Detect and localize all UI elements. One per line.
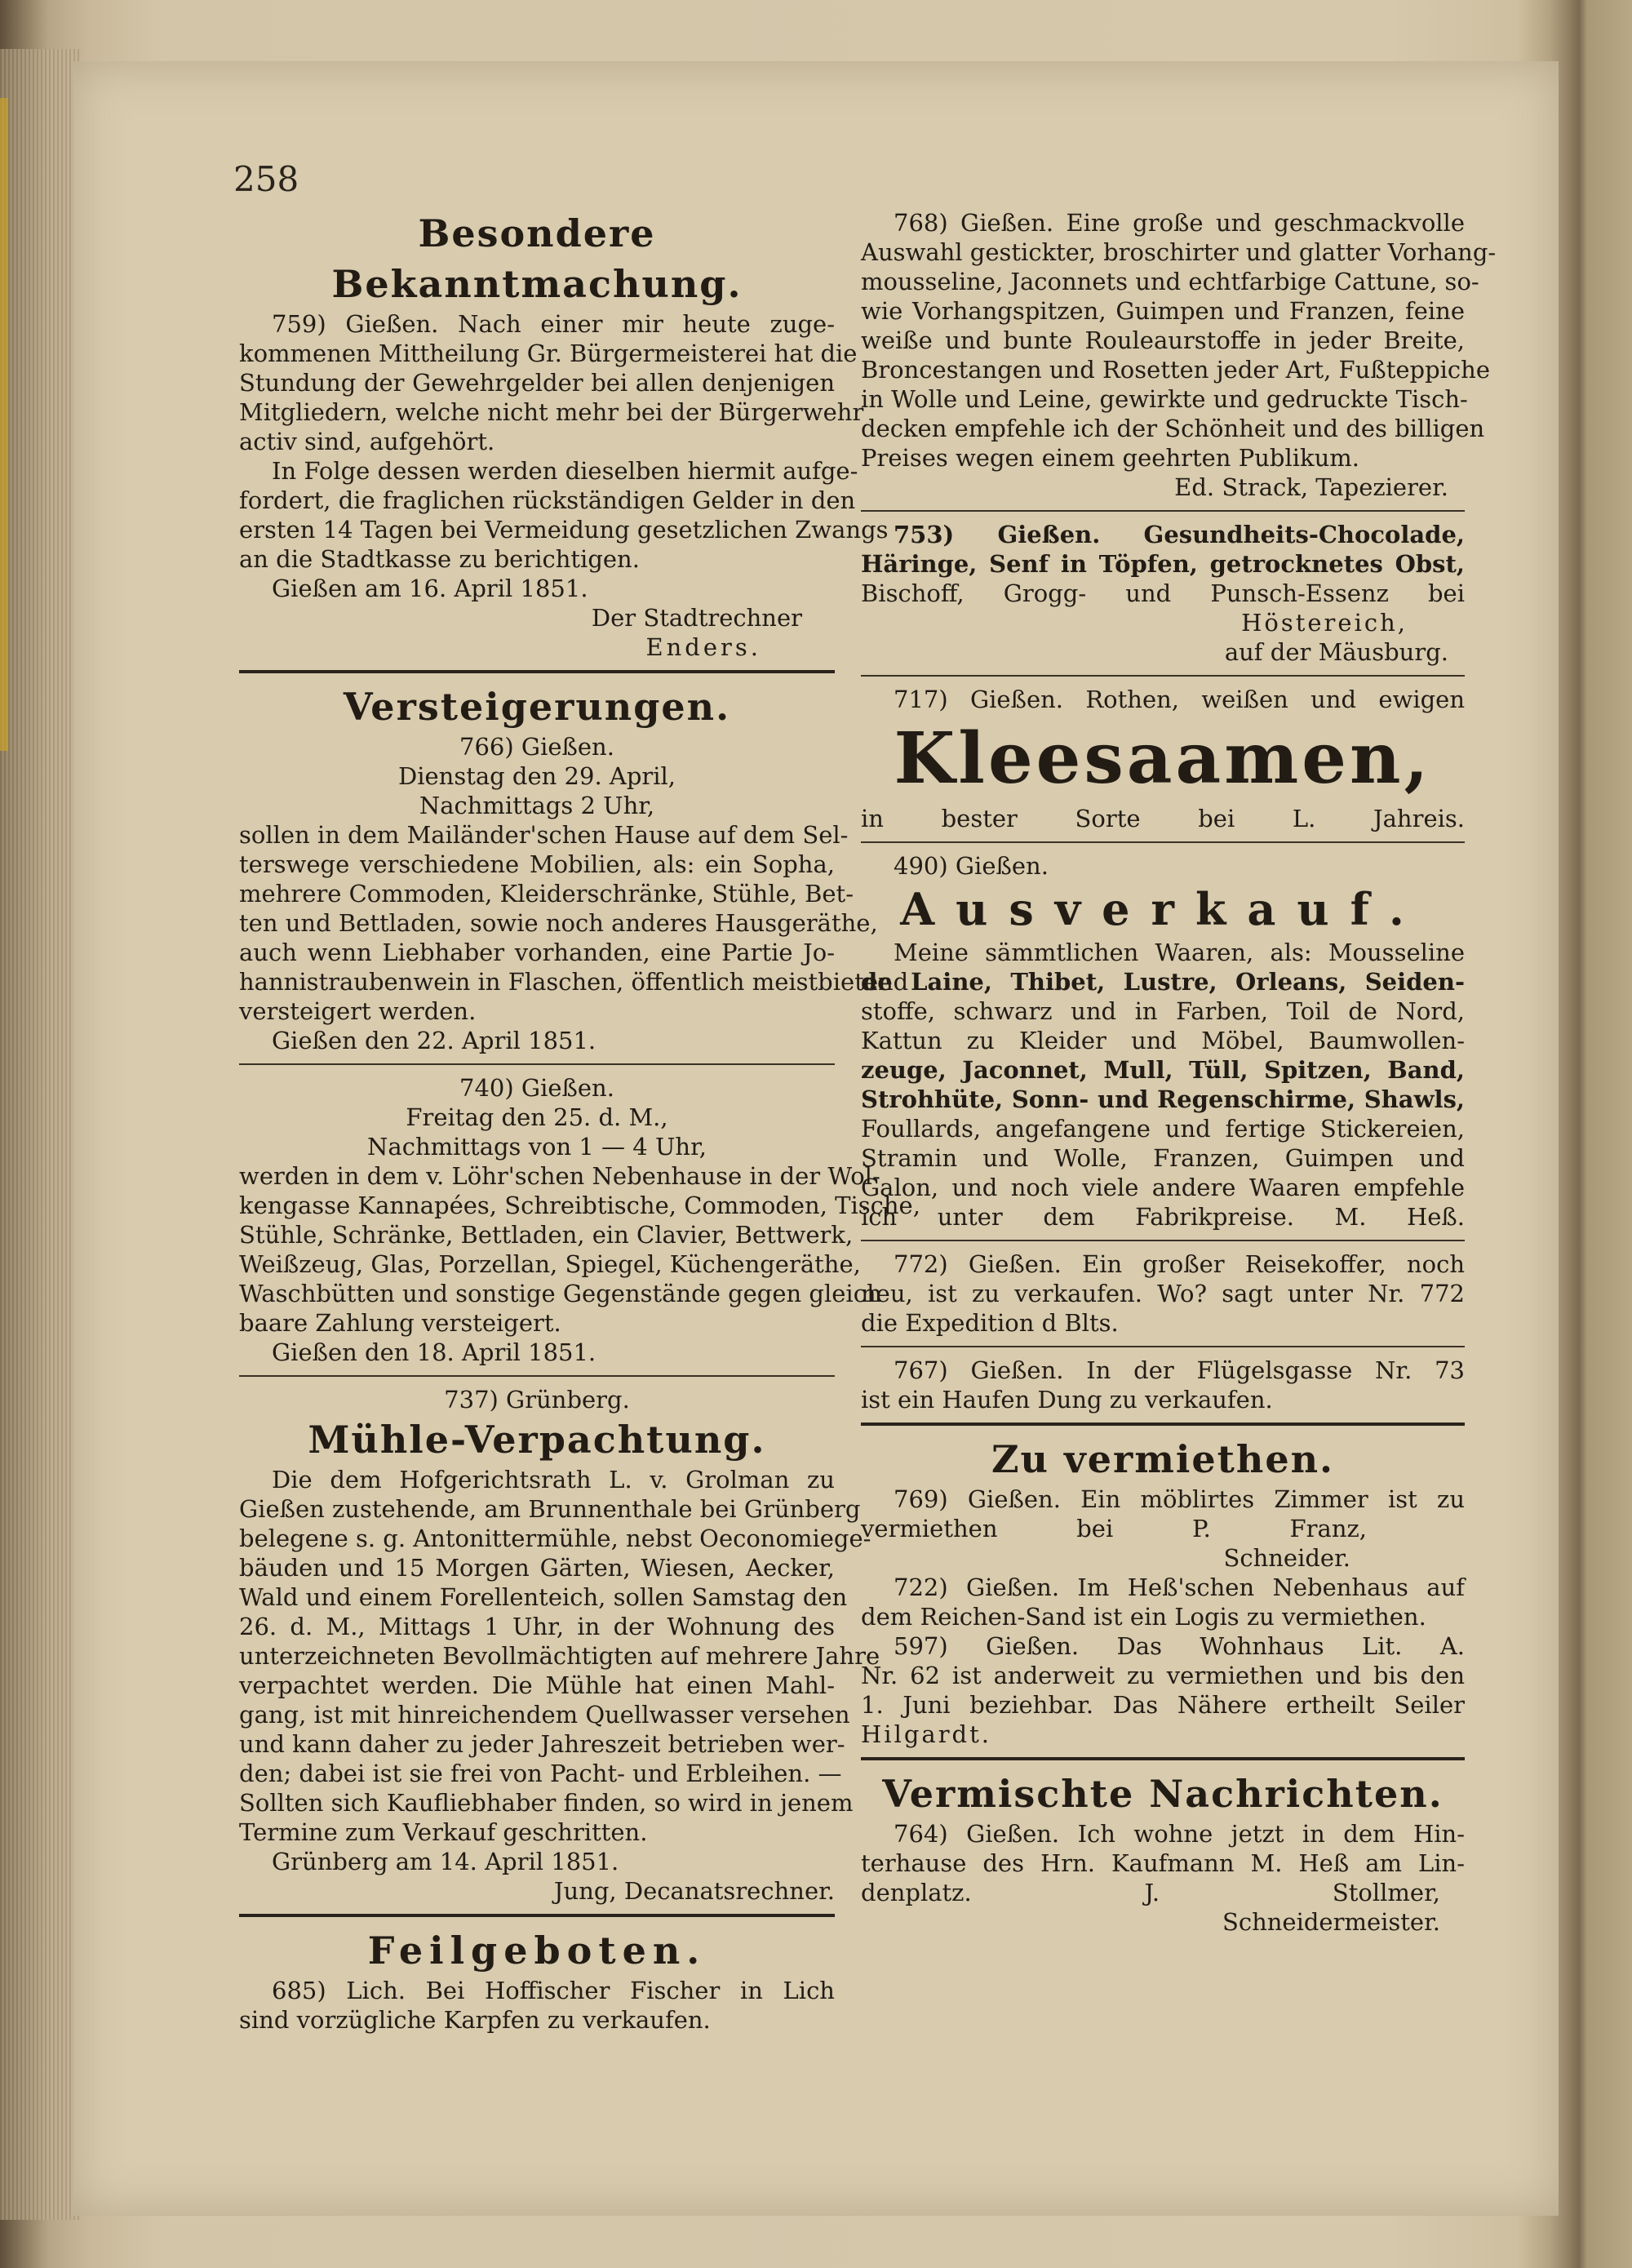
text-line: Sollten sich Kaufliebhaber finden, so wird in jenem <box>239 1789 854 1817</box>
section-rule <box>861 1757 1465 1760</box>
section-title-muehle: Mühle-Verpachtung. <box>308 1418 766 1462</box>
text-line: Stühle, Schränke, Bettladen, ein Clavier, Bettwerk, <box>239 1221 854 1249</box>
ad-head: 737) Grünberg. <box>444 1386 630 1414</box>
text-line: stoffe, schwarz und in Farben, Toil de Nord, <box>861 997 1465 1025</box>
text-line: Waschbütten und sonstige Gegenstände gegen gleich <box>239 1280 882 1307</box>
text-line: dem Reichen-Sand ist ein Logis zu vermiethen. <box>861 1603 1426 1631</box>
text-line: sind vorzügliche Karpfen zu verkaufen. <box>239 2006 711 2034</box>
section-rule <box>239 670 835 673</box>
left-column <box>239 208 920 2035</box>
ad-rule <box>861 841 1465 843</box>
text-line: mehrere Commoden, Kleiderschränke, Stühle, Bet- <box>239 880 854 908</box>
text-line: vermiethen bei P. Franz, <box>861 1515 1367 1542</box>
text-line: Broncestangen und Rosetten jeder Art, Fußteppiche <box>861 356 1491 384</box>
signature-address: auf der Mäusburg. <box>1224 638 1448 666</box>
text-line: Dienstag den 29. April, <box>397 762 676 790</box>
text-line: 772) Gießen. Ein großer Reisekoffer, noch <box>894 1250 1465 1278</box>
text-line: mousseline, Jaconnets und echtfarbige Cattune, so- <box>861 268 1479 295</box>
text-line: de Laine, Thibet, Lustre, Orleans, Seiden- <box>861 968 1465 996</box>
section-rule <box>239 1914 835 1917</box>
date-line: Gießen den 18. April 1851. <box>272 1338 596 1366</box>
text-line: Foullards, angefangene und fertige Stickereien, <box>861 1115 1465 1143</box>
text-line: Die dem Hofgerichtsrath L. v. Grolman zu <box>272 1466 835 1494</box>
text-line: in bester Sorte bei L. Jahreis. <box>861 805 1465 832</box>
text-line: Auswahl gestickter, broschirter und glatter Vorhang- <box>861 238 1497 266</box>
text-line: und kann daher zu jeder Jahreszeit betrieben wer- <box>239 1730 845 1758</box>
text-line: Galon, und noch viele andere Waaren empfehle <box>861 1174 1465 1201</box>
text-line: hannistraubenwein in Flaschen, öffentlich meistbietend <box>239 968 909 996</box>
text-line: In Folge dessen werden dieselben hiermit aufge- <box>272 457 858 485</box>
text-line: terhause des Hrn. Kaufmann M. Heß am Lin- <box>861 1849 1465 1877</box>
section-title-feilgeboten: Feilgeboten. <box>367 1928 707 1973</box>
text-line: decken empfehle ich der Schönheit und des billigen <box>861 415 1485 442</box>
text-line: gang, ist mit hinreichendem Quellwasser versehen <box>239 1701 850 1729</box>
ad-rule <box>861 510 1465 512</box>
text-line: 767) Gießen. In der Flügelsgasse Nr. 73 <box>894 1356 1465 1384</box>
ad-head: 490) Gießen. <box>894 852 1049 880</box>
text-line: terswege verschiedene Mobilien, als: ein Sopha, <box>239 850 835 878</box>
signature: Jung, Decanatsrechner. <box>553 1877 835 1905</box>
text-line: Hilgardt. <box>861 1720 991 1748</box>
text-line: kengasse Kannapées, Schreibtische, Commoden, Tische, <box>239 1192 920 1219</box>
text-line: 717) Gießen. Rothen, weißen und ewigen <box>894 686 1465 713</box>
date-line: Gießen den 22. April 1851. <box>272 1027 596 1054</box>
text-line: Nr. 62 ist anderweit zu vermiethen und bis den <box>861 1662 1465 1689</box>
signature-name: Höstereich, <box>1241 609 1408 637</box>
text-line: Gießen zustehende, am Brunnenthale bei Grünberg <box>239 1495 861 1523</box>
signature: Ed. Strack, Tapezierer. <box>1174 473 1448 501</box>
big-headline-kleesaamen: Kleesaamen, <box>894 717 1432 800</box>
text-line: 764) Gießen. Ich wohne jetzt in dem Hin- <box>894 1820 1465 1848</box>
text-line: Mitgliedern, welche nicht mehr bei der Bürgerwehr <box>239 398 864 426</box>
text-line: werden in dem v. Löhr'schen Nebenhause in der Wol- <box>239 1162 880 1190</box>
text-line: Termine zum Verkauf geschritten. <box>239 1818 648 1846</box>
text-line: auch wenn Liebhaber vorhanden, eine Partie Jo- <box>239 939 835 966</box>
text-line: 768) Gießen. Eine große und geschmackvolle <box>894 209 1465 237</box>
section-title-vermiethen: Zu vermiethen. <box>991 1437 1335 1481</box>
signature-name: Enders. <box>645 633 761 661</box>
headline-ausverkauf: Ausverkauf. <box>900 883 1426 935</box>
ad-rule <box>239 1063 835 1065</box>
right-column <box>861 208 1497 1937</box>
signature-title: Der Stadtrechner <box>591 604 802 632</box>
text-line: in Wolle und Leine, gewirkte und gedruckte Tisch- <box>861 385 1468 413</box>
ad-rule <box>861 1346 1465 1347</box>
text-line: Kattun zu Kleider und Möbel, Baumwollen- <box>861 1027 1465 1054</box>
text-line: wie Vorhangspitzen, Guimpen und Franzen, feine <box>861 297 1465 325</box>
text-line: Stundung der Gewehrgelder bei allen denjenigen <box>239 369 835 397</box>
text-line: baare Zahlung versteigert. <box>239 1309 561 1337</box>
bookmark-strip <box>0 98 8 751</box>
section-title-versteigerungen: Versteigerungen. <box>343 685 731 729</box>
text-line: 759) Gießen. Nach einer mir heute zuge- <box>272 310 835 338</box>
date-line: Grünberg am 14. April 1851. <box>272 1848 619 1875</box>
ad-rule <box>861 675 1465 677</box>
text-line: 597) Gießen. Das Wohnhaus Lit. A. <box>894 1632 1465 1660</box>
ad-rule <box>239 1375 835 1377</box>
text-line: ich unter dem Fabrikpreise. M. Heß. <box>861 1203 1465 1231</box>
date-line: Gießen am 16. April 1851. <box>272 575 588 602</box>
text-line: Preises wegen einem geehrten Publikum. <box>861 444 1359 472</box>
text-line: Stramin und Wolle, Franzen, Guimpen und <box>861 1144 1465 1172</box>
text-line: versteigert werden. <box>239 997 477 1025</box>
page-number: 258 <box>233 159 299 199</box>
text-line: Strohhüte, Sonn- und Regenschirme, Shawls, <box>861 1085 1465 1113</box>
text-line: Wald und einem Forellenteich, sollen Samstag den <box>239 1583 848 1611</box>
section-rule <box>861 1422 1465 1426</box>
text-line: 26. d. M., Mittags 1 Uhr, in der Wohnung des <box>239 1613 835 1640</box>
signature: Schneider. <box>1223 1544 1350 1572</box>
text-line: 685) Lich. Bei Hoffischer Fischer in Lich <box>272 1977 835 2004</box>
book-page-edges <box>0 49 82 2220</box>
ad-rule <box>861 1240 1465 1241</box>
section-title-bekanntmachung: Besondere Bekanntmachung. <box>331 211 743 306</box>
section-title-nachrichten: Vermischte Nachrichten. <box>882 1772 1444 1816</box>
text-line: sollen in dem Mailänder'schen Hause auf dem Sel- <box>239 821 849 849</box>
text-line: ersten 14 Tagen bei Vermeidung gesetzlichen Zwangs <box>239 516 889 544</box>
text-line: ist ein Haufen Dung zu verkaufen. <box>861 1386 1273 1414</box>
text-line: belegene s. g. Antonittermühle, nebst Oeconomiege- <box>239 1525 871 1552</box>
text-line: Weißzeug, Glas, Porzellan, Spiegel, Küchengeräthe, <box>239 1250 861 1278</box>
text-line: bäuden und 15 Morgen Gärten, Wiesen, Aecker, <box>239 1554 835 1582</box>
text-line: die Expedition d Blts. <box>861 1309 1119 1337</box>
text-line: Meine sämmtlichen Waaren, als: Mousseline <box>894 939 1465 966</box>
text-line: denplatz. J. Stollmer, <box>861 1879 1440 1906</box>
text-line: unterzeichneten Bevollmächtigten auf mehrere Jahre <box>239 1642 880 1670</box>
text-line: an die Stadtkasse zu berichtigen. <box>239 545 640 573</box>
text-line: 1. Juni beziehbar. Das Nähere ertheilt Seiler <box>861 1691 1465 1719</box>
text-line: zeuge, Jaconnet, Mull, Tüll, Spitzen, Band, <box>861 1056 1465 1084</box>
signature: Schneidermeister. <box>1222 1908 1440 1936</box>
text-line: kommenen Mittheilung Gr. Bürgermeisterei hat die <box>239 340 858 367</box>
text-line: Freitag den 25. d. M., <box>406 1103 668 1131</box>
text-line: ten und Bettladen, sowie noch anderes Hausgeräthe, <box>239 909 878 937</box>
text-line: den; dabei ist sie frei von Pacht- und Erbleihen. — <box>239 1760 842 1787</box>
text-line: activ sind, aufgehört. <box>239 428 495 455</box>
text-line: Bischoff, Grogg- und Punsch-Essenz bei <box>861 579 1465 607</box>
text-line: 722) Gießen. Im Heß'schen Nebenhaus auf <box>894 1573 1465 1601</box>
ad-head: 766) Gießen. <box>459 733 614 761</box>
text-line: fordert, die fraglichen rückständigen Gelder in den <box>239 486 856 514</box>
text-line: Häringe, Senf in Töpfen, getrocknetes Obst, <box>861 550 1465 578</box>
text-line: neu, ist zu verkaufen. Wo? sagt unter Nr. 772 <box>861 1280 1465 1307</box>
text-line: Nachmittags von 1 — 4 Uhr, <box>367 1133 707 1161</box>
text-line: 753) Gießen. Gesundheits-Chocolade, <box>894 521 1465 548</box>
text-line: verpachtet werden. Die Mühle hat einen Mahl- <box>239 1671 835 1699</box>
ad-head: 740) Gießen. <box>459 1074 614 1102</box>
text-line: 769) Gießen. Ein möblirtes Zimmer ist zu <box>894 1485 1465 1513</box>
text-line: Nachmittags 2 Uhr, <box>419 792 655 819</box>
text-line: weiße und bunte Rouleaurstoffe in jeder Breite, <box>861 326 1465 354</box>
